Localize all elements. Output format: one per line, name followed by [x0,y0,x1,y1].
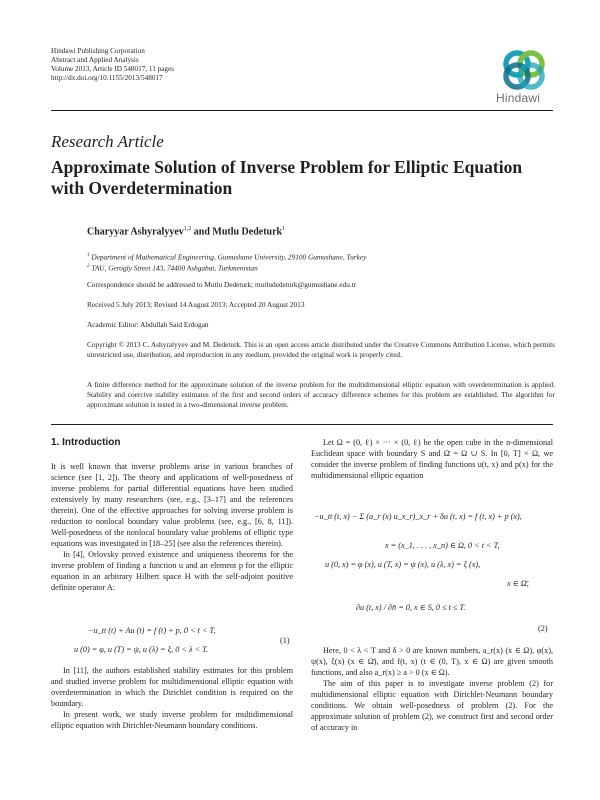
journal-name: Abstract and Applied Analysis [51,56,139,64]
publisher: Hindawi Publishing Corporation [51,47,145,55]
equation-2-line: −u_tt (t, x) − Σ (a_r (x) u_x_r)_x_r + δu (t, x) = f (t, x) + p (x), [314,512,522,521]
right-column [311,437,553,481]
paragraph: In [11], the authors established stability estimates for this problem and studied inverse problem for multidimensional elliptic equation with overdetermination in which the Dirichlet condition is required on the boundary. [51,666,293,708]
article-title: Approximate Solution of Inverse Problem for Elliptic Equation with Overdetermination [51,157,523,198]
paragraph: In present work, we study inverse problem for multidimensional elliptic equation with Dirichlet-Neumann boundary conditions. [51,710,293,730]
affiliation: $^2$ TAU, Gerogly Street 143, 74400 Ashgabat, Turkmenistan [87,263,258,273]
journal-header [51,47,174,83]
right-column-cont [311,645,553,733]
author-name: Charyyar Ashyralyyev [87,226,184,238]
section-heading: 1. Introduction [51,437,121,448]
equation-2-line: ∂u (t, x) / ∂n̄ = 0, x ∈ S, 0 ≤ t ≤ T. [356,603,466,612]
abstract-divider [51,424,553,425]
copyright-notice: Copyright © 2013 C. Ashyralyyev and M. Dedeturk. This is an open access article distributed under the Creative Commons Attribution License, which permits unrestricted use, distribution, and reproduction in any medium, provided the original work is properly cited. [87,340,555,359]
paragraph: In [4], Orlovsky proved existence and uniqueness theorems for the inverse problem of finding a function u and an element p for the elliptic equation in an arbitrary Hilbert space H with the self-adjoint positive definite operator A: [51,550,293,592]
article-type: Research Article [51,132,164,151]
received-dates: Received 5 July 2013; Revised 14 August 2013; Accepted 20 August 2013 [87,300,305,309]
author-affiliation-mark: 1 [282,226,286,232]
paragraph: Here, 0 < λ < T and δ > 0 are known numbers, a_r(x) (x ∈ Ω), φ(x), ψ(x), ξ(x) (x ∈ Ω̄), and f(t, x) (t ∈ (0, T), x ∈ Ω) are given smooth functions, and also a_r(x) ≥ a > 0 (x ∈ Ω). [311,646,553,677]
author-joiner: and [193,226,210,238]
header-divider [51,110,553,111]
volume-info: Volume 2013, Article ID 548017, 11 pages [51,65,174,73]
equation-2-line: x ∈ Ω̄, [507,579,529,588]
left-column-cont [51,665,293,731]
equation-number: (2) [538,624,548,633]
author-affiliation-mark: 1,2 [183,226,192,232]
correspondence: Correspondence should be addressed to Mutlu Dedeturk; mutludedeturk@gumushane.edu.tr [87,280,357,289]
author-list [87,226,285,237]
paragraph: Let Ω = (0, ℓ) × ··· × (0, ℓ) be the open cube in the n-dimensional Euclidean space with boundary S and Ω̄ = Ω ∪ S. In [0, T] × Ω, we consider the inverse problem of finding functions u(t, x) and p(x) for the multidimensional elliptic equation [311,438,553,480]
academic-editor: Academic Editor: Abdullah Said Erdogan [87,320,209,329]
left-column [51,461,293,593]
paragraph: The aim of this paper is to investigate inverse problem (2) for multidimensional elliptic equation with Dirichlet-Neumann boundary conditions. We obtain well-posedness of problem (2). For the approximate solution of problem (2), we construct first and second order of accuracy in [311,679,553,732]
doi-link[interactable]: http://dx.doi.org/10.1155/2013/548017 [51,74,163,82]
author-name: Mutlu Dedeturk [212,226,283,238]
paragraph: It is well known that inverse problems arise in various branches of science (see [1, 2]). The theory and applications of well-posedness of inverse problems for partial differential equations have been studied extensively by many researchers (see, e.g., [3–17] and the references therein). One of the effective approaches for solving inverse problem is reduction to nonlocal boundary value problems (see, e.g., [6, 8, 11]). Well-posedness of the nonlocal boundary value problems of elliptic type equations was investigated in [18–25] (see also the references therein). [51,462,293,548]
abstract: A finite difference method for the approximate solution of the inverse problem for the multidimensional elliptic equation with overdetermination is applied. Stability and coercive stability estimates of the first and second orders of accuracy difference schemes for this problem are established. The algorithm for approximate solution is tested in a two-dimensional inverse problem. [87,380,555,409]
equation-1-line: −u_tt (t) + Au (t) = f (t) + p, 0 < t < T, [88,626,216,635]
equation-2-line: u (0, x) = φ (x), u (T, x) = ψ (x), u (λ, x) = ξ (x), [325,560,481,569]
equation-number: (1) [280,636,290,645]
equation-2-line: x = (x_1, . . . , x_n) ∈ Ω, 0 < t < T, [385,541,500,550]
logo-text: Hindawi [496,91,541,105]
equation-1-line: u (0) = φ, u (T) = ψ, u (λ) = ξ, 0 < λ < T. [74,645,209,654]
affiliation: $^1$ Department of Mathematical Engineering, Gumushane University, 29100 Gumushane, Turkey [87,252,367,262]
